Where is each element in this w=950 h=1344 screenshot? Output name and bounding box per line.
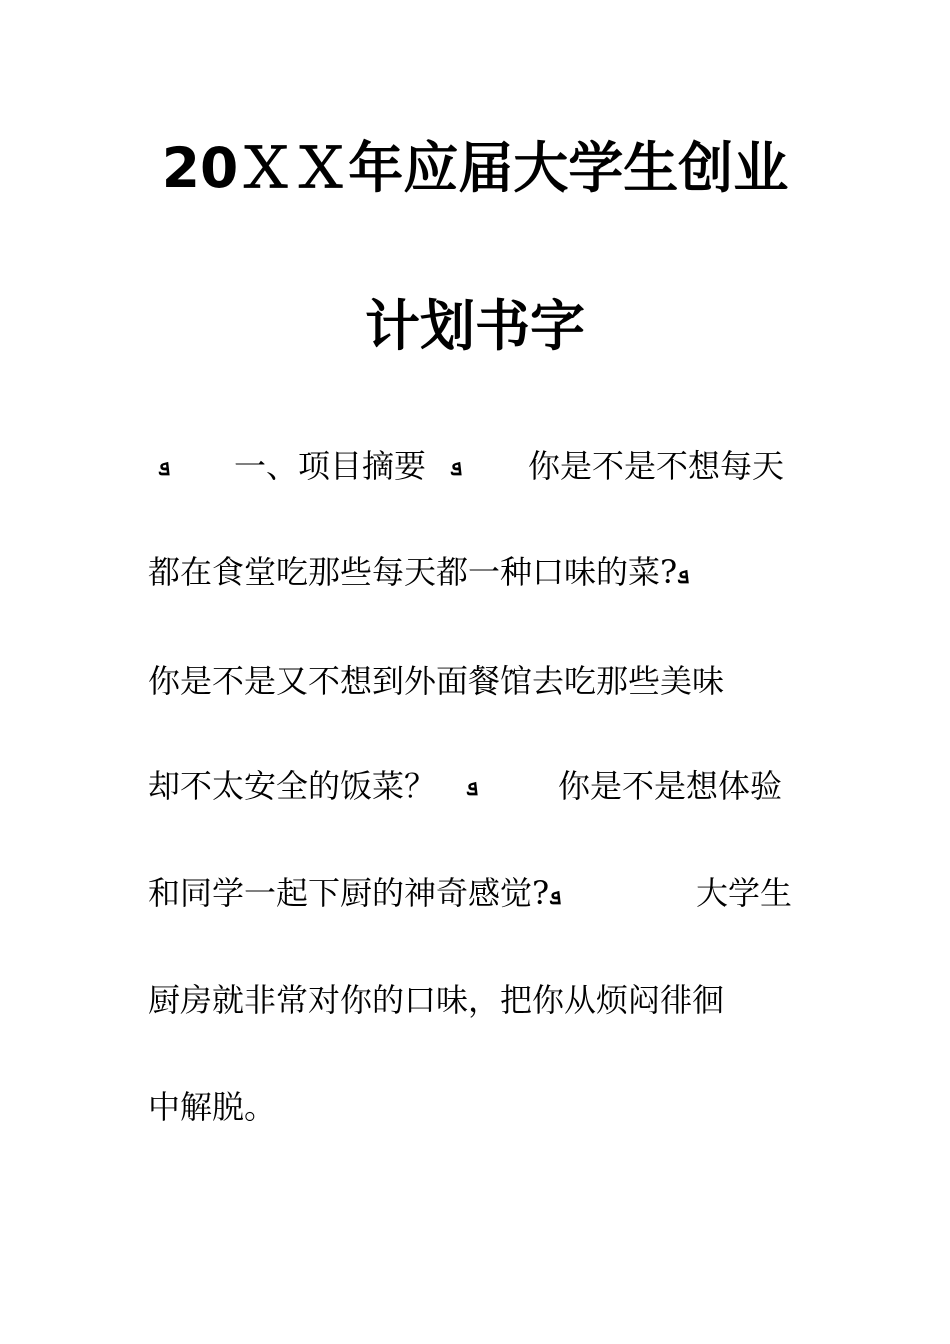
body-text — [148, 871, 561, 919]
body-text: 你是不是不想每天 — [528, 447, 785, 485]
section-heading: 一、项目摘要 — [234, 447, 427, 485]
body-line-1 — [148, 444, 806, 488]
body-text: 你是不是想体验 — [558, 767, 783, 805]
body-text: 却不太安全的饭菜？ — [148, 767, 437, 805]
paragraph-mark-icon: ܦ — [158, 455, 171, 481]
body-text: 大学生 — [696, 874, 793, 912]
body-text: 你是不是又不想到外面餐馆去吃那些美味 — [148, 662, 725, 700]
paragraph-mark-icon: ܦ — [450, 455, 463, 481]
paragraph-mark-icon: ܦ — [466, 775, 479, 801]
paragraph-mark-icon: ܦ — [549, 884, 562, 910]
body-line-7 — [148, 1085, 806, 1129]
body-text: 中解脱。 — [148, 1088, 277, 1126]
document-title-line-2: 计划书字 — [364, 294, 585, 358]
paragraph-mark-icon: ܦ — [677, 563, 690, 589]
body-line-5 — [148, 871, 806, 915]
body-text-segment: 和同学一起下厨的神奇感觉? — [148, 874, 550, 912]
body-line-4 — [148, 764, 806, 808]
body-text: 厨房就非常对你的口味，把你从烦闷徘徊 — [148, 981, 725, 1019]
document-title-line-1: 20ＸＸ年应届大学生创业 — [161, 136, 789, 200]
body-line-2 — [148, 550, 806, 594]
body-line-6 — [148, 978, 806, 1022]
body-text: 都在食堂吃那些每天都一种口味的菜? — [148, 553, 678, 591]
body-line-3 — [148, 659, 806, 703]
